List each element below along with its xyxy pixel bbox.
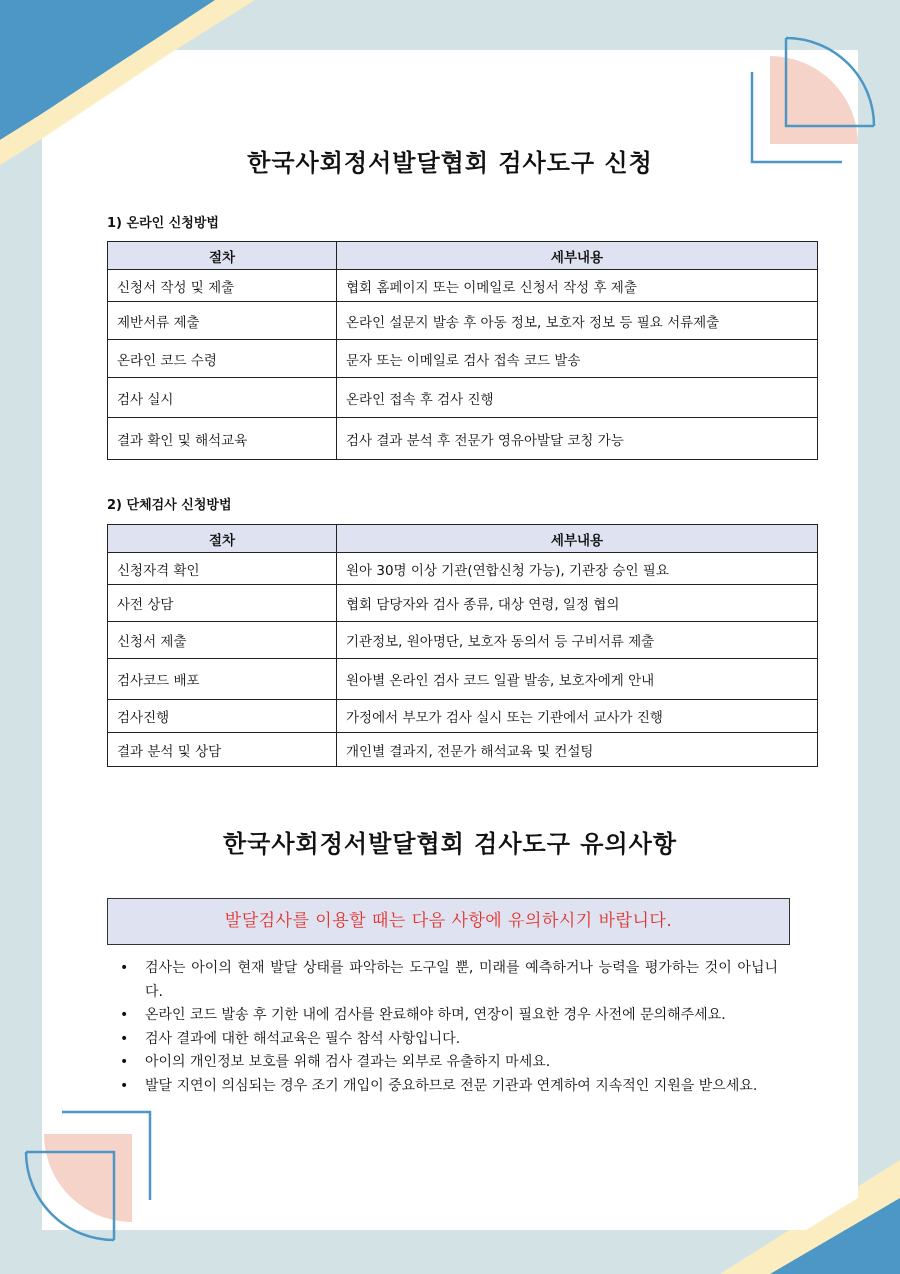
list-item: • 검사는 아이의 현재 발달 상태를 파악하는 도구일 뿐, 미래를 예측하거나 능력을 평가하는 것이 아닙니다.	[118, 957, 778, 1004]
online-header-step: 절차	[108, 242, 337, 270]
step-cell: 신청자격 확인	[108, 553, 337, 585]
table-row	[108, 585, 818, 622]
section1-title: 한국사회정서발달협회 검사도구 신청	[247, 149, 653, 177]
table-row	[108, 733, 818, 767]
step-cell: 신청서 제출	[108, 622, 337, 659]
table-row	[108, 418, 818, 460]
detail-cell: 원아 30명 이상 기관(연합신청 가능), 기관장 승인 필요	[337, 553, 818, 585]
online-header-detail: 세부내용	[337, 242, 818, 270]
list-item: • 검사 결과에 대한 해석교육은 필수 참석 사항입니다.	[118, 1028, 778, 1052]
detail-cell: 원아별 온라인 검사 코드 일괄 발송, 보호자에게 안내	[337, 659, 818, 700]
step-cell: 신청서 작성 및 제출	[108, 270, 337, 302]
online-procedure-table	[107, 241, 818, 460]
detail-cell: 온라인 설문지 발송 후 아동 정보, 보호자 정보 등 필요 서류제출	[337, 302, 818, 340]
detail-cell: 협회 홈페이지 또는 이메일로 신청서 작성 후 제출	[337, 270, 818, 302]
step-cell: 검사 실시	[108, 378, 337, 418]
group-section-label: 2) 단체검사 신청방법	[107, 498, 232, 513]
step-cell: 검사진행	[108, 700, 337, 733]
step-cell: 결과 분석 및 상담	[108, 733, 337, 767]
detail-cell: 협회 담당자와 검사 종류, 대상 연령, 일정 협의	[337, 585, 818, 622]
caution-list	[118, 957, 778, 1098]
step-cell: 사전 상담	[108, 585, 337, 622]
online-section-label: 1) 온라인 신청방법	[107, 216, 219, 231]
table-row	[108, 659, 818, 700]
table-row	[108, 622, 818, 659]
group-header-step: 절차	[108, 525, 337, 553]
detail-cell: 문자 또는 이메일로 검사 접속 코드 발송	[337, 340, 818, 378]
table-row	[108, 553, 818, 585]
list-item: • 발달 지연이 의심되는 경우 조기 개입이 중요하므로 전문 기관과 연계하여 지속적인 지원을 받으세요.	[118, 1075, 778, 1099]
group-procedure-table	[107, 524, 818, 767]
step-cell: 결과 확인 및 해석교육	[108, 418, 337, 460]
notice-banner: 발달검사를 이용할 때는 다음 사항에 유의하시기 바랍니다.	[107, 898, 790, 945]
step-cell: 온라인 코드 수령	[108, 340, 337, 378]
detail-cell: 개인별 결과지, 전문가 해석교육 및 컨설팅	[337, 733, 818, 767]
list-item: • 아이의 개인정보 보호를 위해 검사 결과는 외부로 유출하지 마세요.	[118, 1051, 778, 1075]
table-row	[108, 340, 818, 378]
section2-title: 한국사회정서발달협회 검사도구 유의사항	[222, 830, 678, 858]
step-cell: 검사코드 배포	[108, 659, 337, 700]
step-cell: 제반서류 제출	[108, 302, 337, 340]
detail-cell: 기관정보, 원아명단, 보호자 동의서 등 구비서류 제출	[337, 622, 818, 659]
table-row	[108, 302, 818, 340]
detail-cell: 온라인 접속 후 검사 진행	[337, 378, 818, 418]
list-item: • 온라인 코드 발송 후 기한 내에 검사를 완료해야 하며, 연장이 필요한 경우 사전에 문의해주세요.	[118, 1004, 778, 1028]
table-row	[108, 378, 818, 418]
detail-cell: 검사 결과 분석 후 전문가 영유아발달 코칭 가능	[337, 418, 818, 460]
group-header-detail: 세부내용	[337, 525, 818, 553]
detail-cell: 가정에서 부모가 검사 실시 또는 기관에서 교사가 진행	[337, 700, 818, 733]
table-row	[108, 270, 818, 302]
table-row	[108, 700, 818, 733]
